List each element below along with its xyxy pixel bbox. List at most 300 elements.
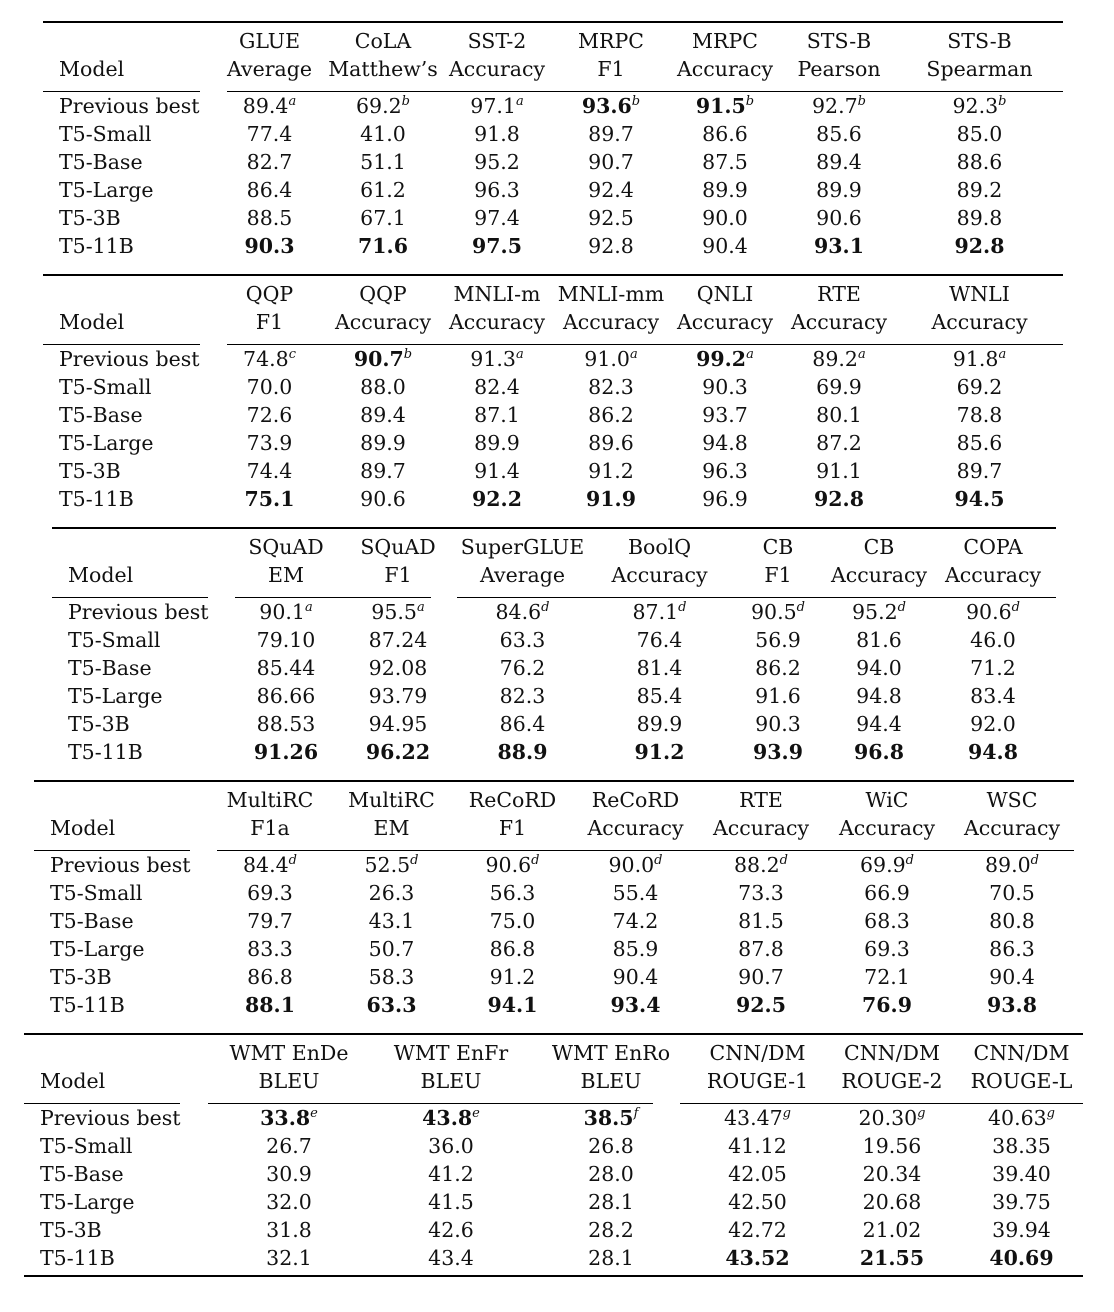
- score-cell: 91.0$^a$: [584, 347, 638, 371]
- column-subheader: Accuracy: [830, 563, 928, 587]
- score-cell: 38.5$^f$: [583, 1106, 639, 1130]
- score-cell: 72.1: [864, 965, 910, 989]
- score-cell: 87.2: [816, 431, 862, 455]
- score-cell: 90.4: [989, 965, 1035, 989]
- header-rule: [217, 850, 1074, 851]
- score-cell: 90.6$^d$: [966, 600, 1020, 624]
- model-name: T5-Small: [68, 628, 161, 652]
- score-cell: 90.0: [702, 206, 748, 230]
- model-name: T5-3B: [40, 1218, 102, 1242]
- score-cell: 91.26: [253, 740, 319, 764]
- score-cell: 89.4: [360, 403, 406, 427]
- score-cell: 74.8$^c$: [243, 347, 296, 371]
- score-cell: 92.7$^b$: [812, 94, 866, 118]
- score-cell: 74.2: [612, 909, 659, 933]
- column-subheader: Average: [227, 57, 312, 81]
- score-cell: 91.2: [489, 965, 536, 989]
- column-header: RTE: [698, 781, 824, 814]
- column-header: WMT EnRo: [531, 1034, 691, 1067]
- table-row: [24, 1216, 1083, 1244]
- score-cell: 51.1: [360, 150, 406, 174]
- score-cell: 58.3: [368, 965, 415, 989]
- score-cell: 87.8: [738, 937, 784, 961]
- score-cell: 71.2: [970, 656, 1016, 680]
- score-cell: 96.8: [854, 740, 904, 764]
- column-subheader: Accuracy: [790, 310, 888, 334]
- score-cell: 86.3: [989, 937, 1035, 961]
- column-header: WiC: [824, 781, 950, 814]
- score-cell: 63.3: [366, 993, 417, 1017]
- model-name: T5-Small: [59, 122, 152, 146]
- score-cell: 83.3: [247, 937, 293, 961]
- score-cell: 81.6: [856, 628, 902, 652]
- score-cell: 43.1: [368, 909, 415, 933]
- score-cell: 87.1: [474, 403, 520, 427]
- column-subheader: Accuracy: [944, 563, 1042, 587]
- score-cell: 43.52: [691, 1244, 824, 1276]
- model-name: T5-11B: [59, 234, 134, 258]
- column-subheader: Accuracy: [448, 57, 546, 81]
- score-cell: 73.9: [246, 431, 293, 455]
- column-subheader: F1: [764, 563, 792, 587]
- score-cell: 95.5$^a$: [371, 600, 425, 624]
- table-row: [52, 738, 1056, 769]
- score-cell: 91.4: [474, 459, 520, 483]
- score-cell: 89.2$^a$: [812, 347, 866, 371]
- model-name: T5-Small: [50, 881, 143, 905]
- score-cell: 20.34: [862, 1162, 922, 1186]
- score-cell: 26.8: [588, 1134, 634, 1158]
- model-name: T5-Small: [59, 375, 152, 399]
- table-row: [34, 879, 1074, 907]
- score-cell: 85.4: [636, 684, 683, 708]
- score-cell: 86.8: [489, 937, 536, 961]
- model-name: Previous best: [68, 600, 209, 624]
- model-name: T5-Large: [59, 178, 154, 202]
- column-header: QNLI: [668, 275, 782, 308]
- score-cell: 28.2: [588, 1218, 634, 1242]
- score-cell: 91.1: [816, 459, 862, 483]
- column-subheader: BLEU: [258, 1069, 320, 1093]
- score-cell: 93.1: [814, 234, 864, 258]
- model-name: T5-Large: [40, 1190, 135, 1214]
- score-cell: 92.5: [736, 993, 786, 1017]
- column-header: WMT EnFr: [371, 1034, 531, 1067]
- score-cell: 86.4: [499, 712, 546, 736]
- score-cell: 89.9: [636, 712, 683, 736]
- score-cell: 92.4: [588, 178, 634, 202]
- score-cell: 69.9$^d$: [860, 853, 914, 877]
- score-cell: 88.2$^d$: [734, 853, 788, 877]
- score-cell: 90.4: [702, 234, 748, 258]
- score-cell: 81.4: [636, 656, 683, 680]
- column-header: QQP: [213, 275, 326, 308]
- model-column-header: Model: [59, 57, 125, 81]
- score-cell: 70.5: [989, 881, 1035, 905]
- table-row: [52, 682, 1056, 710]
- table-row: [43, 485, 1063, 516]
- score-cell: 89.2: [956, 178, 1003, 202]
- score-cell: 36.0: [428, 1134, 474, 1158]
- score-cell: 93.79: [368, 684, 428, 708]
- score-cell: 85.6: [956, 431, 1003, 455]
- model-column-header: Model: [59, 310, 125, 334]
- column-subheader: Accuracy: [448, 310, 546, 334]
- score-cell: 77.4: [246, 122, 293, 146]
- score-cell: 94.5: [954, 487, 1005, 511]
- column-subheader: F1: [498, 816, 527, 840]
- score-cell: 92.2: [472, 487, 522, 511]
- score-cell: 76.2: [499, 656, 546, 680]
- column-subheader: Accuracy: [562, 310, 660, 334]
- score-cell: 91.9: [586, 487, 636, 511]
- column-subheader: EM: [268, 563, 304, 587]
- score-cell: 91.2: [634, 740, 685, 764]
- table-row: [52, 626, 1056, 654]
- score-cell: 90.6$^d$: [485, 853, 540, 877]
- score-cell: 89.9: [474, 431, 520, 455]
- score-cell: 90.5$^d$: [751, 600, 805, 624]
- score-cell: 85.44: [256, 656, 316, 680]
- score-cell: 88.0: [360, 375, 406, 399]
- score-cell: 42.6: [428, 1218, 474, 1242]
- column-header: WNLI: [896, 275, 1063, 308]
- score-cell: 66.9: [864, 881, 910, 905]
- score-cell: 39.94: [992, 1218, 1051, 1242]
- score-cell: 21.55: [824, 1244, 960, 1276]
- score-cell: 52.5$^d$: [364, 853, 419, 877]
- model-name: Previous best: [50, 853, 191, 877]
- score-cell: 75.1: [244, 487, 295, 511]
- column-header: MRPC: [554, 22, 668, 55]
- score-cell: 95.2: [474, 150, 520, 174]
- score-cell: 85.9: [612, 937, 659, 961]
- score-cell: 91.8$^a$: [952, 347, 1007, 371]
- score-cell: 31.8: [266, 1218, 312, 1242]
- score-cell: 19.56: [862, 1134, 922, 1158]
- table-row: [34, 991, 1074, 1022]
- score-cell: 82.3: [499, 684, 546, 708]
- score-cell: 86.66: [256, 684, 316, 708]
- score-cell: 26.7: [266, 1134, 312, 1158]
- column-header: STS-B: [782, 22, 896, 55]
- column-subheader: Accuracy: [587, 816, 684, 840]
- column-header: CoLA: [326, 22, 440, 55]
- table-row: [24, 1132, 1083, 1160]
- model-name: T5-Small: [40, 1134, 133, 1158]
- score-cell: 76.4: [636, 628, 683, 652]
- column-subheader: ROUGE-L: [970, 1069, 1073, 1093]
- score-cell: 42.50: [728, 1190, 787, 1214]
- score-cell: 92.8: [814, 487, 864, 511]
- score-cell: 43.4: [371, 1244, 531, 1276]
- column-subheader: Pearson: [797, 57, 881, 81]
- score-cell: 73.3: [738, 881, 784, 905]
- score-cell: 97.5: [472, 234, 522, 258]
- score-cell: 86.2: [755, 656, 801, 680]
- score-cell: 80.8: [989, 909, 1035, 933]
- column-subheader: F1: [384, 563, 412, 587]
- column-subheader: F1: [255, 310, 284, 334]
- score-cell: 91.3$^a$: [470, 347, 524, 371]
- score-cell: 40.63$^g$: [987, 1106, 1055, 1130]
- table-row: [34, 907, 1074, 935]
- score-cell: 68.3: [864, 909, 910, 933]
- model-name: T5-3B: [68, 712, 130, 736]
- score-cell: 94.8: [968, 740, 1018, 764]
- score-cell: 93.4: [610, 993, 661, 1017]
- table-row: [24, 1188, 1083, 1216]
- score-cell: 41.2: [428, 1162, 474, 1186]
- score-cell: 42.05: [728, 1162, 787, 1186]
- column-header: SQuAD: [230, 528, 342, 561]
- header-rule: [52, 597, 208, 598]
- column-header: MNLI-m: [440, 275, 554, 308]
- score-cell: 94.8: [702, 431, 748, 455]
- score-cell: 85.0: [956, 122, 1003, 146]
- score-cell: 20.68: [862, 1190, 922, 1214]
- score-cell: 91.5$^b$: [695, 94, 755, 118]
- column-header: GLUE: [213, 22, 326, 55]
- score-cell: 96.3: [474, 178, 520, 202]
- score-cell: 94.4: [856, 712, 902, 736]
- column-subheader: ROUGE-2: [841, 1069, 943, 1093]
- score-cell: 93.7: [702, 403, 748, 427]
- score-cell: 89.7: [956, 459, 1003, 483]
- score-cell: 89.7: [360, 459, 406, 483]
- score-cell: 72.6: [246, 403, 293, 427]
- model-name: T5-11B: [68, 740, 143, 764]
- score-cell: 41.12: [728, 1134, 787, 1158]
- results-table-glue: [43, 21, 1063, 263]
- score-cell: 21.02: [862, 1218, 922, 1242]
- score-cell: 41.0: [360, 122, 406, 146]
- column-header: WMT EnDe: [207, 1034, 371, 1067]
- column-subheader: Matthew’s: [328, 57, 438, 81]
- score-cell: 92.3$^b$: [952, 94, 1007, 118]
- score-cell: 88.5: [246, 206, 293, 230]
- model-name: T5-Base: [40, 1162, 124, 1186]
- score-cell: 88.6: [956, 150, 1003, 174]
- column-header: ReCoRD: [573, 781, 698, 814]
- score-cell: 82.7: [246, 150, 293, 174]
- score-cell: 71.6: [358, 234, 408, 258]
- column-subheader: BLEU: [580, 1069, 642, 1093]
- header-rule: [680, 1103, 1083, 1104]
- column-header: SuperGLUE: [454, 528, 591, 561]
- column-subheader: ROUGE-1: [706, 1069, 809, 1093]
- model-name: T5-Base: [68, 656, 152, 680]
- score-cell: 89.9: [816, 178, 862, 202]
- model-name: T5-11B: [59, 487, 134, 511]
- score-cell: 97.1$^a$: [470, 94, 524, 118]
- header-rule: [34, 850, 190, 851]
- header-rule: [227, 344, 1063, 345]
- model-name: T5-Large: [59, 431, 154, 455]
- table-row: [43, 204, 1063, 232]
- model-name: T5-Base: [59, 150, 143, 174]
- score-cell: 42.72: [728, 1218, 787, 1242]
- score-cell: 94.1: [487, 993, 538, 1017]
- score-cell: 89.4: [816, 150, 862, 174]
- score-cell: 89.9: [360, 431, 406, 455]
- score-cell: 86.4: [246, 178, 293, 202]
- column-subheader: Accuracy: [611, 563, 708, 587]
- score-cell: 88.1: [245, 993, 295, 1017]
- model-column-header: Model: [40, 1069, 106, 1093]
- column-header: WSC: [950, 781, 1074, 814]
- column-subheader: Accuracy: [838, 816, 936, 840]
- model-name: Previous best: [59, 94, 200, 118]
- column-subheader: Accuracy: [334, 310, 432, 334]
- score-cell: 94.95: [368, 712, 428, 736]
- score-cell: 82.3: [588, 375, 634, 399]
- model-name: T5-Base: [50, 909, 134, 933]
- score-cell: 96.22: [365, 740, 431, 764]
- score-cell: 87.1$^d$: [632, 600, 687, 624]
- score-cell: 55.4: [612, 881, 659, 905]
- column-subheader: Accuracy: [963, 816, 1061, 840]
- header-rule: [227, 91, 1063, 92]
- table-row: [43, 120, 1063, 148]
- score-cell: 94.0: [856, 656, 902, 680]
- results-table-superglue-2: [34, 780, 1074, 1022]
- column-subheader: Average: [480, 563, 565, 587]
- score-cell: 92.8: [954, 234, 1005, 258]
- score-cell: 69.2: [956, 375, 1003, 399]
- score-cell: 94.8: [856, 684, 902, 708]
- column-subheader: F1: [597, 57, 625, 81]
- score-cell: 84.4$^d$: [243, 853, 297, 877]
- column-subheader: EM: [373, 816, 410, 840]
- model-name: T5-3B: [59, 206, 121, 230]
- score-cell: 92.08: [368, 656, 428, 680]
- score-cell: 32.0: [266, 1190, 312, 1214]
- score-cell: 67.1: [360, 206, 406, 230]
- score-cell: 91.8: [474, 122, 520, 146]
- score-cell: 97.4: [474, 206, 520, 230]
- score-cell: 32.1: [207, 1244, 371, 1276]
- score-cell: 30.9: [266, 1162, 312, 1186]
- column-subheader: BLEU: [420, 1069, 482, 1093]
- column-subheader: Accuracy: [931, 310, 1028, 334]
- header-rule: [43, 91, 200, 92]
- score-cell: 74.4: [246, 459, 293, 483]
- column-header: CNN/DM: [824, 1034, 960, 1067]
- score-cell: 90.3: [244, 234, 295, 258]
- score-cell: 46.0: [970, 628, 1016, 652]
- score-cell: 79.10: [256, 628, 316, 652]
- score-cell: 80.1: [816, 403, 862, 427]
- score-cell: 69.2$^b$: [356, 94, 410, 118]
- table-row: [43, 148, 1063, 176]
- score-cell: 56.9: [755, 628, 801, 652]
- score-cell: 93.6$^b$: [581, 94, 641, 118]
- column-subheader: F1a: [250, 816, 290, 840]
- header-rule: [208, 1103, 653, 1104]
- header-rule: [457, 597, 1056, 598]
- score-cell: 43.47$^g$: [723, 1106, 791, 1130]
- model-name: T5-3B: [59, 459, 121, 483]
- table-row: [43, 373, 1063, 401]
- table-row: [24, 1244, 1083, 1276]
- column-subheader: Accuracy: [676, 57, 774, 81]
- column-header: RTE: [782, 275, 896, 308]
- score-cell: 90.6: [360, 487, 406, 511]
- table-row: [43, 401, 1063, 429]
- column-header: SQuAD: [342, 528, 454, 561]
- column-header: ReCoRD: [452, 781, 573, 814]
- score-cell: 63.3: [499, 628, 546, 652]
- score-cell: 89.7: [588, 122, 634, 146]
- score-cell: 96.9: [702, 487, 748, 511]
- table-row: [34, 963, 1074, 991]
- score-cell: 69.3: [864, 937, 910, 961]
- model-name: T5-Large: [50, 937, 145, 961]
- score-cell: 56.3: [489, 881, 536, 905]
- score-cell: 40.69: [960, 1244, 1083, 1276]
- score-cell: 28.1: [531, 1244, 691, 1276]
- score-cell: 41.5: [428, 1190, 474, 1214]
- score-cell: 28.1: [588, 1190, 634, 1214]
- score-cell: 91.6: [755, 684, 801, 708]
- table-row: [43, 176, 1063, 204]
- score-cell: 87.24: [368, 628, 428, 652]
- column-header: MNLI-mm: [554, 275, 668, 308]
- score-cell: 70.0: [246, 375, 293, 399]
- score-cell: 99.2$^a$: [696, 347, 754, 371]
- score-cell: 93.8: [987, 993, 1037, 1017]
- score-cell: 69.9: [816, 375, 862, 399]
- score-cell: 92.8: [588, 234, 634, 258]
- score-cell: 90.3: [702, 375, 748, 399]
- column-header: CNN/DM: [960, 1034, 1083, 1067]
- column-header: COPA: [930, 528, 1056, 561]
- score-cell: 83.4: [970, 684, 1016, 708]
- table-row: [43, 429, 1063, 457]
- column-header: MultiRC: [209, 781, 331, 814]
- score-cell: 85.6: [816, 122, 862, 146]
- score-cell: 28.0: [588, 1162, 634, 1186]
- score-cell: 89.8: [956, 206, 1003, 230]
- model-name: Previous best: [40, 1106, 181, 1130]
- model-column-header: Model: [68, 563, 134, 587]
- score-cell: 69.3: [247, 881, 293, 905]
- score-cell: 89.4$^a$: [242, 94, 297, 118]
- model-name: T5-3B: [50, 965, 112, 989]
- score-cell: 90.4: [612, 965, 659, 989]
- score-cell: 90.3: [755, 712, 801, 736]
- score-cell: 84.6$^d$: [495, 600, 550, 624]
- score-cell: 90.7$^b$: [353, 347, 413, 371]
- model-name: T5-11B: [24, 1244, 207, 1276]
- score-cell: 39.40: [992, 1162, 1051, 1186]
- column-header: MRPC: [668, 22, 782, 55]
- score-cell: 87.5: [702, 150, 748, 174]
- table-row: [52, 710, 1056, 738]
- score-cell: 92.5: [588, 206, 634, 230]
- table-row: [43, 232, 1063, 263]
- score-cell: 50.7: [368, 937, 415, 961]
- column-subheader: Spearman: [926, 57, 1033, 81]
- score-cell: 88.53: [256, 712, 316, 736]
- score-cell: 90.6: [816, 206, 862, 230]
- score-cell: 39.75: [992, 1190, 1051, 1214]
- score-cell: 76.9: [862, 993, 912, 1017]
- score-cell: 89.6: [588, 431, 634, 455]
- column-header: QQP: [326, 275, 440, 308]
- results-table-superglue: [52, 527, 1056, 769]
